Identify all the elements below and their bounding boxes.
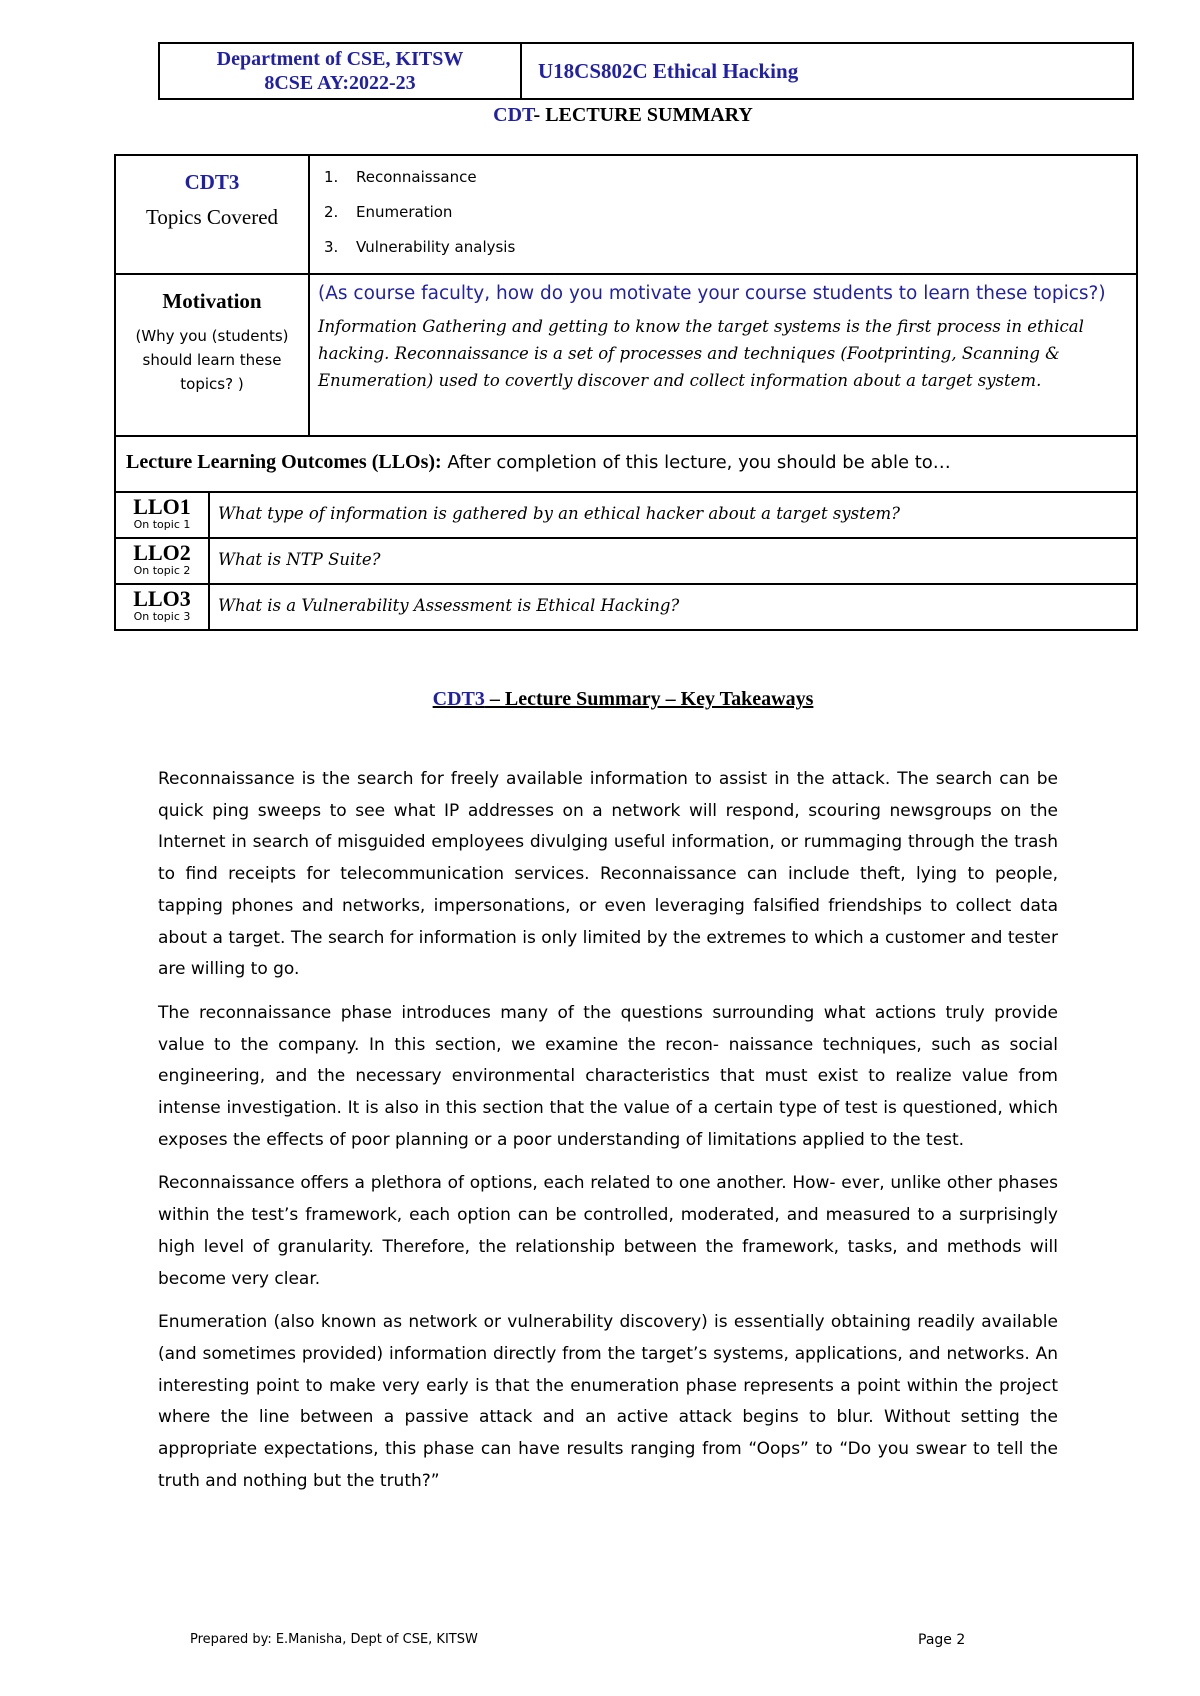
topics-list-cell: [309, 155, 1137, 274]
takeaways-title-prefix: CDT3: [432, 688, 485, 710]
topic-label: Reconnaissance: [356, 168, 477, 186]
motivation-subtitle: (Why you (students) should learn these topics? ): [135, 327, 289, 393]
topic-number: 1.: [324, 168, 339, 186]
topic-label: Enumeration: [356, 203, 453, 221]
llo-question: What is a Vulnerability Assessment is Ethical Hacking?: [218, 596, 680, 615]
llo-topic-ref: On topic 1: [133, 518, 191, 531]
llo-id-cell: [115, 492, 209, 538]
summary-table: [114, 154, 1138, 631]
footer-prepared-by: Prepared by: E.Manisha, Dept of CSE, KITSW: [190, 1632, 478, 1647]
footer-page-number: Page 2: [918, 1632, 966, 1648]
llo-header-cell: [115, 436, 1137, 492]
motivation-answer: Information Gathering and getting to know the target systems is the first process in ethical hacking. Reconnaissance is a set of processes and techniques (Footprinting, Scanning & Enumeration) used to covertly discover and collect information about a target system.: [318, 317, 1084, 390]
motivation-question: (As course faculty, how do you motivate your course students to learn these topics?): [318, 283, 1106, 304]
llo-topic-ref: On topic 2: [133, 564, 191, 577]
list-item: [324, 203, 1136, 238]
llo-header-row: [115, 436, 1137, 492]
motivation-title: Motivation: [162, 289, 262, 313]
cdt-cell: [115, 155, 309, 274]
cdt-label: CDT3: [184, 170, 240, 194]
llo-id: LLO3: [133, 586, 191, 611]
table-row: [115, 584, 1137, 630]
motivation-cell: [115, 274, 309, 436]
llo-id-cell: [115, 538, 209, 584]
page-title: [0, 104, 1200, 127]
llo-question-cell: [209, 538, 1137, 584]
llo-header: [116, 437, 1136, 474]
department-cell: [160, 44, 522, 98]
llo-question: What type of information is gathered by an ethical hacker about a target system?: [218, 504, 900, 523]
llo-topic-ref: On topic 3: [133, 610, 191, 623]
paragraph: Reconnaissance offers a plethora of options, each related to one another. How- ever, unlike other phases within the test’s framework, each option can be controlled, moderated, and measured to a surprisingly high level of granularity. Therefore, the relationship between the framework, tasks, and methods will become very clear.: [158, 1173, 1058, 1289]
topics-row: [115, 155, 1137, 274]
topic-number: 3.: [324, 238, 339, 256]
llo-question-cell: [209, 492, 1137, 538]
llo-question: What is NTP Suite?: [218, 550, 381, 569]
motivation-row: [115, 274, 1137, 436]
page-title-rest: - LECTURE SUMMARY: [533, 104, 753, 126]
takeaways-title: [0, 688, 1200, 711]
table-row: [115, 492, 1137, 538]
table-row: [115, 538, 1137, 584]
paragraph: Reconnaissance is the search for freely available information to assist in the attack. The search can be quick ping sweeps to see what IP addresses on a network will respond, scouring newsgroups on the Internet in search of misguided employees divulging useful information, or rummaging through the trash to find receipts for telecommunication services. Reconnaissance can include theft, lying to people, tapping phones and networks, impersonations, or even leveraging falsified friendships to collect data about a target. The search for information is only limited by the extremes to which a customer and tester are willing to go.: [158, 769, 1058, 980]
course-title: U18CS802C Ethical Hacking: [538, 58, 799, 83]
department-name: Department of CSE, KITSW: [216, 48, 464, 70]
topic-number: 2.: [324, 203, 339, 221]
paragraph: Enumeration (also known as network or vulnerability discovery) is essentially obtaining readily available (and sometimes provided) information directly from the target’s systems, applications, and networks. An interesting point to make very early is that the enumeration phase represents a point within the project where the line between a passive attack and an active attack begins to blur. Without setting the appropriate expectations, this phase can have results ranging from “Oops” to “Do you swear to tell the truth and nothing but the truth?”: [158, 1312, 1058, 1491]
llo-question-cell: [209, 584, 1137, 630]
llo-header-rest: After completion of this lecture, you should be able to…: [441, 452, 951, 473]
list-item: [324, 238, 1136, 273]
page-title-prefix: CDT: [493, 104, 534, 126]
list-item: [324, 168, 1136, 203]
topic-label: Vulnerability analysis: [356, 238, 516, 256]
llo-header-bold: Lecture Learning Outcomes (LLOs):: [126, 451, 442, 473]
llo-id: LLO2: [133, 540, 191, 565]
header-box: [158, 42, 1134, 100]
academic-year: 8CSE AY:2022-23: [264, 72, 416, 94]
motivation-content-cell: [309, 274, 1137, 436]
paragraph: The reconnaissance phase introduces many of the questions surrounding what actions truly provide value to the company. In this section, we examine the recon- naissance techniques, such as social engineering, and the necessary environmental characteristics that must exist to realize value from intense investigation. It is also in this section that the value of a certain type of test is questioned, which exposes the effects of poor planning or a poor understanding of limitations applied to the test.: [158, 1002, 1058, 1150]
takeaways-body: [158, 764, 1058, 1509]
topics-list: [310, 156, 1136, 273]
takeaways-title-rest: – Lecture Summary – Key Takeaways: [484, 688, 814, 710]
llo-id: LLO1: [133, 494, 191, 519]
llo-id-cell: [115, 584, 209, 630]
topics-covered-label: Topics Covered: [145, 205, 279, 229]
